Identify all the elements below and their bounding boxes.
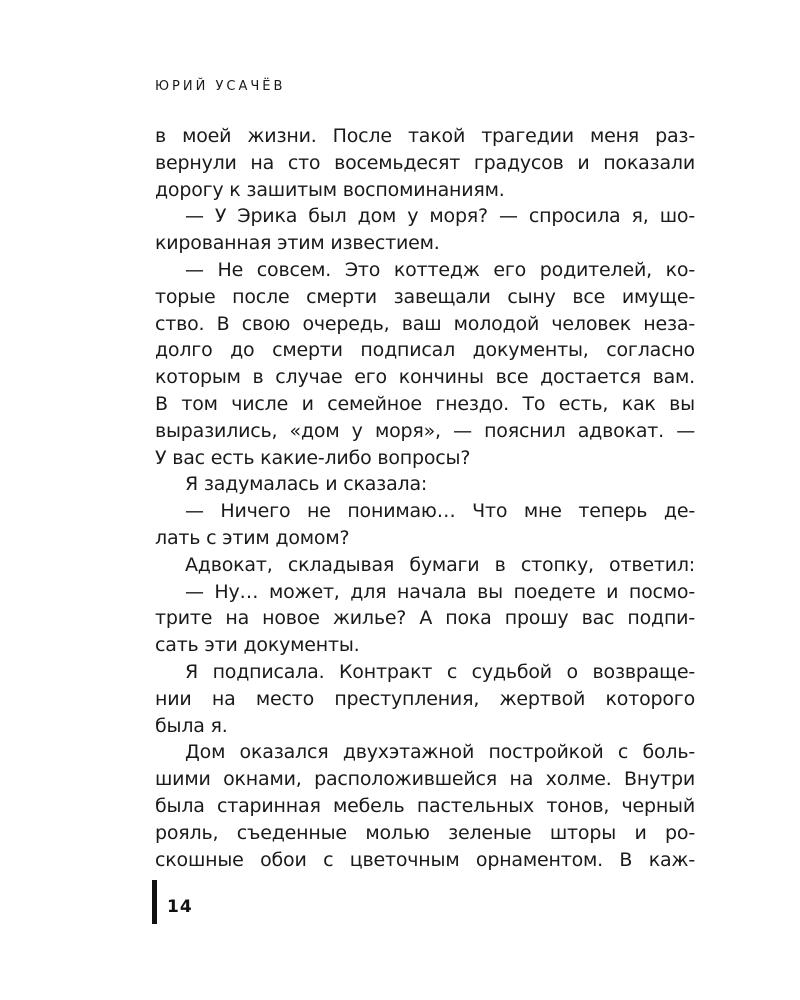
text-line: Адвокат, складывая бумаги в стопку, ответил: [185, 553, 695, 576]
text-line: выразились, «дом у моря», — пояснил адвокат. — [155, 419, 695, 442]
text-line: шими окнами, расположившейся на холме. Внутри [155, 768, 695, 791]
text-line: скошные обои с цветочным орнаментом. В каж- [155, 848, 695, 871]
text-line: В том числе и семейное гнездо. То есть, как вы [155, 392, 695, 415]
text-line: которым в случае его кончины все достается вам. [155, 366, 695, 389]
text-line: вернули на сто восемьдесят градусов и показали [155, 151, 695, 174]
text-line: Я подписала. Контракт с судьбой о возвраще- [185, 660, 695, 683]
text-line: сать эти документы. [155, 634, 360, 657]
text-line: долго до смерти подписал документы, согласно [155, 339, 695, 362]
text-line: — Не совсем. Это коттедж его родителей, ко- [185, 258, 695, 281]
text-line: трите на новое жилье? А пока прошу вас подпи- [155, 607, 695, 630]
text-line: рояль, съеденные молью зеленые шторы и ро- [155, 821, 695, 844]
text-line: нии на место преступления, жертвой которого [155, 687, 695, 710]
text-line: в моей жизни. После такой трагедии меня раз- [155, 125, 695, 147]
body-text [155, 123, 695, 873]
text-line: Я задумалась и сказала: [185, 473, 428, 496]
text-line: — Ничего не понимаю… Что мне теперь де- [185, 500, 695, 523]
page-number: 14 [167, 897, 193, 917]
text-line: была я. [155, 714, 228, 737]
text-line: торые после смерти завещали сыну все имуще- [155, 285, 695, 308]
text-line: У вас есть какие-либо вопросы? [155, 446, 471, 469]
text-line: — Ну… может, для начала вы поедете и посмо- [185, 580, 695, 603]
text-line: — У Эрика был дом у моря? — спросила я, шо- [185, 205, 695, 228]
running-head: ЮРИЙ УСАЧЁВ [155, 79, 286, 94]
text-line: дорогу к зашитым воспоминаниям. [155, 178, 505, 201]
text-line: ство. В свою очередь, ваш молодой человек неза- [155, 312, 695, 335]
text-line: Дом оказался двухэтажной постройкой с боль- [185, 741, 695, 764]
text-line: лать с этим домом? [155, 526, 350, 549]
text-line: кированная этим известием. [155, 232, 440, 255]
folio-bar [152, 880, 157, 924]
folio [152, 880, 193, 924]
text-line: была старинная мебель пастельных тонов, черный [155, 794, 695, 817]
